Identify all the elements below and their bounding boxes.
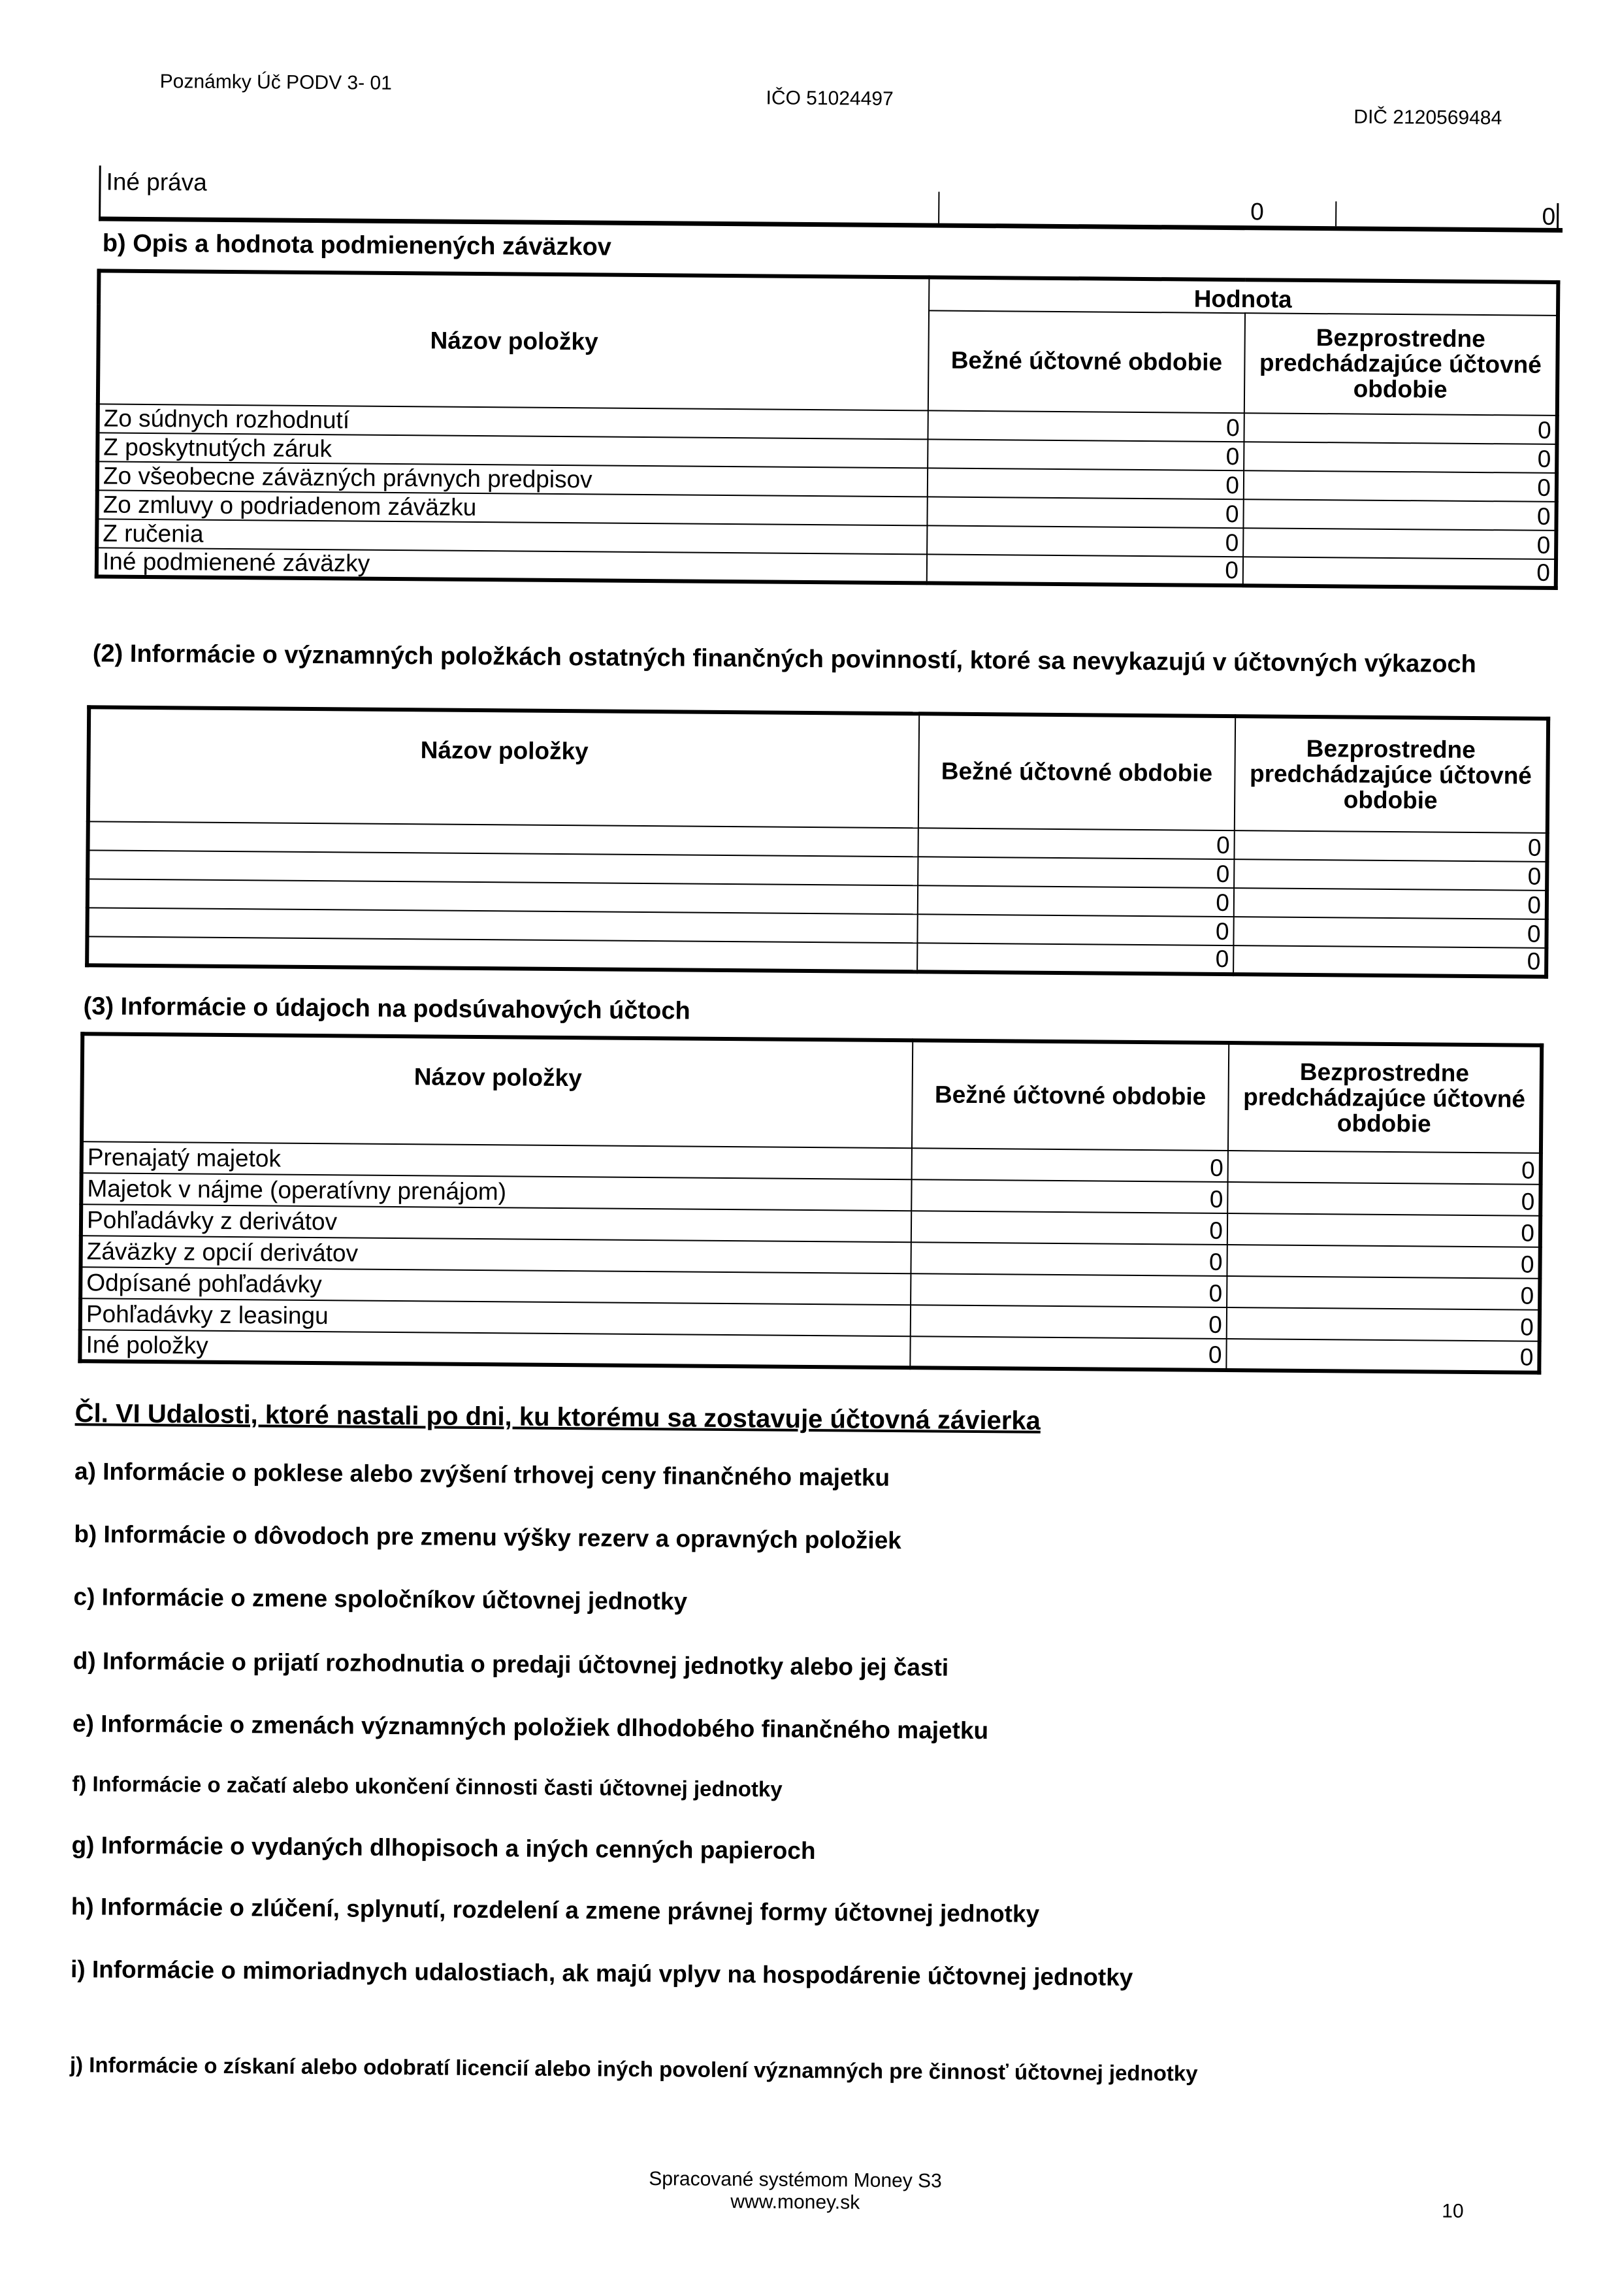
event-item: g) Informácie o vydaných dlhopisoch a iných cenných papieroch	[71, 1831, 816, 1865]
row-name: Pohľadávky z leasingu	[80, 1298, 911, 1336]
row-current: 0	[928, 439, 1244, 470]
ine-prava-previous: 0	[1542, 203, 1559, 231]
row-name: Prenajatý majetok	[82, 1141, 912, 1179]
row-name: Z ručenia	[97, 519, 927, 554]
col-header-previous: Bezprostredne predchádzajúce účtovné obdobie	[1235, 716, 1548, 833]
column-divider	[1335, 201, 1336, 226]
col-header-name: Názov položky	[88, 707, 919, 828]
ico-number: IČO 51024497	[766, 87, 894, 110]
row-current: 0	[917, 943, 1233, 974]
row-current: 0	[912, 1148, 1228, 1182]
col-header-current: Bežné účtovné obdobie	[912, 1040, 1229, 1151]
event-item: i) Informácie o mimoriadnych udalostiach, ak majú vplyv na hospodárenie účtovnej jednotky	[70, 1956, 1133, 1991]
row-previous: 0	[1227, 1245, 1540, 1279]
footer-website: www.money.sk	[730, 2191, 860, 2214]
event-item: c) Informácie o zmene spoločníkov účtovnej jednotky	[73, 1583, 688, 1615]
ine-prava-label: Iné práva	[106, 168, 207, 196]
row-name: Zo všeobecne záväzných právnych predpisov	[97, 461, 928, 497]
row-name: Z poskytnutých záruk	[97, 433, 928, 468]
event-item: a) Informácie o poklese alebo zvýšení trhovej ceny finančného majetku	[74, 1458, 890, 1491]
row-previous: 0	[1243, 528, 1556, 559]
row-previous: 0	[1244, 413, 1557, 444]
row-name: Iné podmienené záväzky	[97, 548, 927, 583]
page-number: 10	[1442, 2200, 1464, 2222]
section-2-table	[85, 705, 1550, 979]
event-item: e) Informácie o zmenách významných položiek dlhodobého finančného majetku	[72, 1710, 989, 1745]
row-name: Iné položky	[80, 1330, 910, 1368]
row-previous: 0	[1234, 859, 1547, 891]
row-current: 0	[911, 1242, 1227, 1276]
event-item: h) Informácie o zlúčení, splynutí, rozdelení a zmene právnej formy účtovnej jednotky	[71, 1893, 1040, 1927]
row-previous: 0	[1227, 1307, 1540, 1341]
row-previous: 0	[1233, 917, 1546, 948]
row-previous: 0	[1234, 888, 1547, 919]
row-current: 0	[918, 885, 1234, 917]
event-item: d) Informácie o prijatí rozhodnutia o predaji účtovnej jednotky alebo jej časti	[73, 1647, 949, 1681]
event-item: f) Informácie o začatí alebo ukončení činnosti časti účtovnej jednotky	[72, 1771, 783, 1801]
section-3-title: (3) Informácie o údajoch na podsúvahových účtoch	[83, 992, 690, 1025]
col-header-current: Bežné účtovné obdobie	[918, 713, 1235, 830]
row-name: Majetok v nájme (operatívny prenájom)	[81, 1173, 911, 1211]
col-header-name: Názov položky	[98, 271, 930, 410]
row-name: Záväzky z opcií derivátov	[80, 1236, 911, 1273]
row-previous: 0	[1234, 830, 1547, 862]
row-name: Pohľadávky z derivátov	[81, 1204, 911, 1242]
form-name: Poznámky Úč PODV 3- 01	[159, 71, 392, 94]
row-previous: 0	[1243, 499, 1556, 531]
col-header-name: Názov položky	[82, 1034, 913, 1148]
row-current: 0	[928, 410, 1244, 442]
section-vi-title: Čl. VI Udalosti, ktoré nastali po dni, ku ktorému sa zostavuje účtovná závierka	[74, 1399, 1041, 1435]
section-2-title: (2) Informácie o významných položkách ostatných finančných povinností, ktoré sa nevykazujú v účtovných výkazoch	[92, 640, 1477, 678]
row-current: 0	[910, 1336, 1226, 1370]
col-header-hodnota: Hodnota	[929, 277, 1558, 316]
row-current: 0	[927, 554, 1243, 585]
col-header-previous: Bezprostredne predchádzajúce účtovné obdobie	[1244, 313, 1558, 416]
row-name	[87, 936, 917, 972]
row-previous: 0	[1244, 470, 1557, 502]
col-header-previous: Bezprostredne predchádzajúce účtovné obdobie	[1228, 1043, 1542, 1153]
row-current: 0	[917, 914, 1233, 945]
footer-credit	[579, 2167, 1011, 2215]
row-current: 0	[911, 1305, 1227, 1339]
row-previous: 0	[1244, 442, 1557, 473]
row-current: 0	[928, 468, 1244, 499]
section-b-title: b) Opis a hodnota podmienených záväzkov	[102, 229, 612, 261]
row-previous: 0	[1226, 1339, 1539, 1373]
section-b-table	[95, 269, 1561, 590]
event-item: b) Informácie o dôvodoch pre zmenu výšky rezerv a opravných položiek	[74, 1520, 902, 1554]
section-3-table	[78, 1032, 1544, 1375]
dic-number: DIČ 2120569484	[1353, 106, 1502, 129]
row-current: 0	[927, 497, 1243, 528]
row-current: 0	[918, 828, 1234, 859]
row-previous: 0	[1243, 557, 1556, 588]
row-previous: 0	[1227, 1182, 1540, 1216]
row-previous: 0	[1228, 1151, 1541, 1185]
event-item: j) Informácie o získaní alebo odobratí licencií alebo iných povolení významných pre činnosť účtovnej jednotky	[69, 2052, 1198, 2086]
row-previous: 0	[1227, 1276, 1540, 1310]
row-previous: 0	[1227, 1213, 1540, 1247]
col-header-current: Bežné účtovné obdobie	[928, 310, 1245, 413]
row-current: 0	[911, 1179, 1227, 1213]
row-current: 0	[911, 1273, 1227, 1307]
row-name: Odpísané pohľadávky	[80, 1267, 911, 1305]
row-name: Zo súdnych rozhodnutí	[98, 404, 928, 439]
ine-prava-row	[99, 165, 1563, 233]
row-current: 0	[927, 525, 1243, 557]
row-name: Zo zmluvy o podriadenom záväzku	[97, 490, 927, 525]
ine-prava-current: 0	[1250, 198, 1264, 225]
column-divider	[938, 191, 939, 223]
row-current: 0	[911, 1211, 1227, 1245]
footer-software: Spracované systémom Money S3	[649, 2168, 942, 2192]
row-previous: 0	[1233, 945, 1546, 977]
row-current: 0	[918, 857, 1234, 888]
